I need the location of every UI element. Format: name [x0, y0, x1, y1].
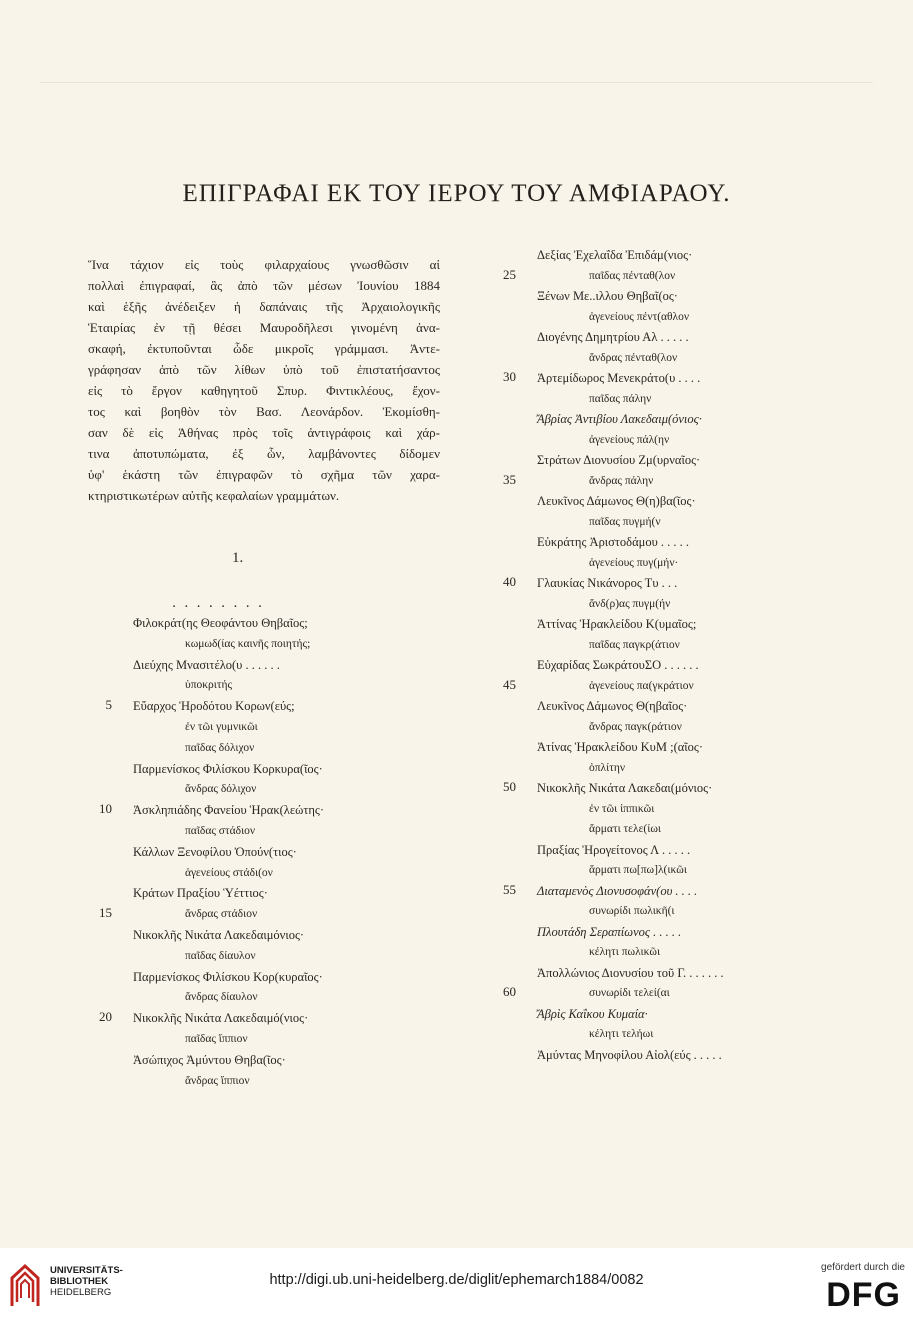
inscription-line: συνωρίδι τελεί(αι — [589, 987, 670, 999]
inscription-line: Κάλλων Ξενοφίλου Ὀπούν(τιος· — [133, 844, 297, 859]
inscription-line: Στράτων Διονυσίου Ζμ(υρναῖος· — [537, 453, 701, 467]
intro-line: σκαφή, ἐκτυποῦνται ὧδε μικροῖς γράμμασι. Ἀντε- — [88, 341, 440, 356]
inscription-line: παῖδας ἵππιον — [185, 1033, 248, 1045]
intro-line: καὶ ἑξῆς ἀνέδειξεν ἡ δαπάναις τῆς Ἀρχαιολογικῆς — [88, 299, 440, 314]
line-number: 25 — [503, 266, 516, 282]
university-line-2: BIBLIOTHEK — [50, 1276, 109, 1287]
inscription-line: παῖδας δίαυλον — [185, 949, 256, 962]
footer-bar — [0, 1248, 913, 1319]
inscription-line: Ἀσκληπιάδης Φανείου Ἡρακ(λεώτης· — [133, 803, 324, 818]
inscription-line: ὑποκριτής — [185, 679, 233, 692]
inscription-line: Εὐκράτης Ἀριστοδάμου . . . . . — [537, 535, 690, 549]
inscription-line: Δεξίας Ἐχελαΐδα Ἐπιδάμ(νιος· — [537, 248, 693, 262]
line-number: 40 — [503, 574, 516, 589]
inscription-line: Νικοκλῆς Νικάτα Λακεδαι(μόνιος· — [537, 781, 713, 795]
inscription-line: Πλουτάδη Σεραπίωνος . . . . . — [537, 924, 682, 939]
inscription-line: Ἄβρίας Ἀντιβίου Λακεδαιμ(όνιος· — [537, 412, 702, 426]
intro-line: κτηριστικωτέρων αὐτῆς κεφαλαίων γραμμάτων. — [88, 488, 340, 503]
lacuna-dots: . . . . . . . . — [172, 596, 264, 611]
inscription-line: ὁπλίτην — [589, 761, 626, 774]
inscription-line: Ἀττίνας Ἡρακλείδου Κ(υμαῖος; — [537, 617, 697, 631]
intro-line: εἰς τὸ ἔργον καθηγητοῦ Σπυρ. Φιντικλέους, ἔχον- — [88, 383, 440, 398]
inscription-line: Πραξίας Ἡρογείτονος Λ . . . . . — [537, 842, 691, 857]
dfg-logo: DFG — [826, 1276, 901, 1314]
line-number: 50 — [503, 779, 516, 794]
funding-label: gefördert durch die — [821, 1262, 905, 1273]
inscription-line: ἄνδρας στάδιον — [185, 908, 258, 921]
intro-line: τος καὶ βοηθὸν τὸν Βασ. Λεονάρδον. Ἐκομίσθη- — [88, 404, 440, 419]
inscription-line: Ξένων Με..ιλλου Θηβαῖ(ος· — [537, 289, 678, 303]
inscription-line: παῖδας πένταθ(λον — [589, 269, 676, 282]
inscription-line: παῖδας παγκρ(άτιον — [589, 638, 680, 651]
inscription-line: ἀγενείους πα(γκράτιον — [589, 679, 694, 692]
inscription-line: ἀγενείους πυγ(μήν· — [589, 556, 679, 569]
intro-line: γράφησαν ἀπὸ τῶν λίθων ὑπὸ τοῦ ἐπιστατήσαντος — [88, 362, 440, 377]
inscription-line: Κράτων Πραξίου Ὑέττιος· — [133, 886, 268, 901]
inscription-line: Γλαυκίας Νικάνορος Τυ . . . — [537, 576, 678, 590]
section-number: 1. — [232, 550, 244, 566]
inscription-line: Διεύχης Μνασιτέλο(υ . . . . . . — [133, 657, 280, 672]
intro-line: πολλαὶ ἐπιγραφαί, ἃς ἀπὸ τῶν μέσων Ἰουνίου 1884 — [88, 278, 440, 293]
inscription-line: ἄνδρας παγκ(ράτιον — [589, 720, 682, 733]
inscription-line: Παρμενίσκος Φιλίσκου Κορκυρα(ῖος· — [133, 761, 323, 776]
inscription-line: Λευκῖνος Δάμωνος Θ(ηβαῖος· — [537, 699, 688, 713]
line-number: 10 — [99, 801, 112, 817]
line-number: 30 — [503, 369, 516, 384]
inscription-line: ἀγενείους στάδι(ον — [185, 866, 273, 879]
intro-line: σαν δὲ εἰς Ἀθήνας πρὸς τοῖς ἀντιγράφοις καὶ χάρ- — [88, 425, 440, 440]
inscription-line: παῖδας πυγμή(ν — [589, 515, 661, 528]
header-rule — [40, 82, 873, 83]
university-line-1: UNIVERSITÄTS- — [50, 1265, 123, 1276]
intro-line: ὑφ' ἑκάστη τῶν ἐπιγραφῶν τὸ σχῆμα τῶν χαρα- — [88, 467, 440, 482]
inscription-line: Παρμενίσκος Φιλίσκου Κορ(κυραῖος· — [133, 969, 323, 984]
inscription-line: ἐν τῶι γυμνικῶι — [185, 721, 258, 733]
inscription-line: Ἀτίνας Ἡρακλείδου ΚυΜ ;(αῖος· — [537, 740, 704, 754]
inscription-line: κέλητι πωλικῶι — [589, 946, 661, 958]
inscription-line: Εὐχαρίδας ΣωκράτουΣΟ . . . . . . — [537, 658, 699, 672]
page-title: ΕΠΙΓΡΑΦΑΙ ΕΚ ΤΟΥ ΙΕΡΟΥ ΤΟΥ ΑΜΦΙΑΡΑΟΥ. — [182, 180, 731, 207]
inscription-line: Ἀσώπιχος Ἀμύντου Θηβα(ῖος· — [133, 1052, 286, 1067]
inscription-line: Διαταμενὸς Διονυσοφάν(ου . . . . — [537, 883, 698, 898]
inscription-line: ἀγενείους πάλ(ην — [589, 433, 670, 446]
line-number: 35 — [503, 471, 516, 487]
intro-paragraph — [88, 254, 440, 506]
university-line-3: HEIDELBERG — [50, 1287, 112, 1298]
line-number: 15 — [99, 905, 112, 921]
line-number: 55 — [503, 881, 516, 897]
inscription-line: ἄνδρας δόλιχον — [185, 783, 257, 796]
inscription-line: Φιλοκράτ(ης Θεοφάντου Θηβαῖος; — [133, 616, 308, 630]
inscription-line: Διογένης Δημητρίου Αλ . . . . . — [537, 330, 689, 344]
inscription-line: κέλητι τελήωι — [589, 1028, 654, 1040]
inscription-line: Νικοκλῆς Νικάτα Λακεδαιμό(νιος· — [133, 1011, 309, 1026]
inscription-line: ἐν τῶι ἱππικῶι — [589, 802, 655, 815]
inscription-line: ἄνδρας πένταθ(λον — [589, 351, 678, 364]
intro-line: τινα ἀποτυπώματα, ἐξ ὧν, λαμβάνοντες δίδομεν — [88, 446, 440, 461]
inscription-line: ἄνδρας ἵππιον — [185, 1074, 250, 1087]
intro-line: Ἵνα τάχιον εἰς τοὺς φιλαρχαίους γνωσθῶσιν αἱ — [88, 257, 440, 272]
inscription-line: συνωρίδι πωλικῆ(ι — [589, 905, 675, 917]
inscription-line: ἀγενείους πέντ(αθλον — [589, 310, 690, 323]
inscription-line: παῖδας στάδιον — [185, 825, 256, 837]
inscription-line: ἅρματι πω[πω]λ(ικῶι — [589, 864, 687, 876]
inscription-line: ἄνδ(ρ)ας πυγμ(ήν — [589, 597, 671, 610]
inscription-line: Ἄβρὶς Καΐκου Κυμαία· — [537, 1006, 648, 1021]
inscription-line: Νικοκλῆς Νικάτα Λακεδαιμόνιος· — [133, 928, 305, 942]
inscription-line: ἅρματι τελε(ίωι — [589, 823, 661, 835]
inscription-line: παῖδας δόλιχον — [185, 741, 255, 754]
inscription-line: Ἀπολλώνιος Διονυσίου τοῦ Γ. . . . . . . — [537, 965, 724, 980]
inscription-line: Ἀμύντας Μηνοφίλου Αἰολ(εύς . . . . . — [537, 1047, 722, 1062]
line-number: 20 — [99, 1009, 112, 1025]
intro-line: Ἑταιρίας ἐν τῇ θέσει Μαυροδῆλεσι γινομένη ἀνα- — [88, 320, 440, 335]
inscription-line: κωμωδ(ίας καινῆς ποιητής; — [185, 637, 311, 650]
inscription-line: παῖδας πάλην — [589, 392, 652, 405]
inscription-line: ἄνδρας δίαυλον — [185, 991, 258, 1004]
line-number: 60 — [503, 984, 516, 999]
inscription-line: Ἀρτεμίδωρος Μενεκράτο(υ . . . . — [537, 371, 701, 385]
inscription-line: Εὔαρχος Ἡροδότου Κορων(εύς; — [133, 699, 295, 714]
line-number: 45 — [503, 676, 516, 692]
source-url-link[interactable]: http://digi.ub.uni-heidelberg.de/diglit/ephemarch1884/0082 — [269, 1272, 644, 1288]
inscription-line: Λευκῖνος Δάμωνος Θ(η)βα(ῖος· — [537, 494, 696, 508]
line-number: 5 — [105, 697, 112, 713]
inscription-line: ἄνδρας πάλην — [589, 474, 654, 487]
